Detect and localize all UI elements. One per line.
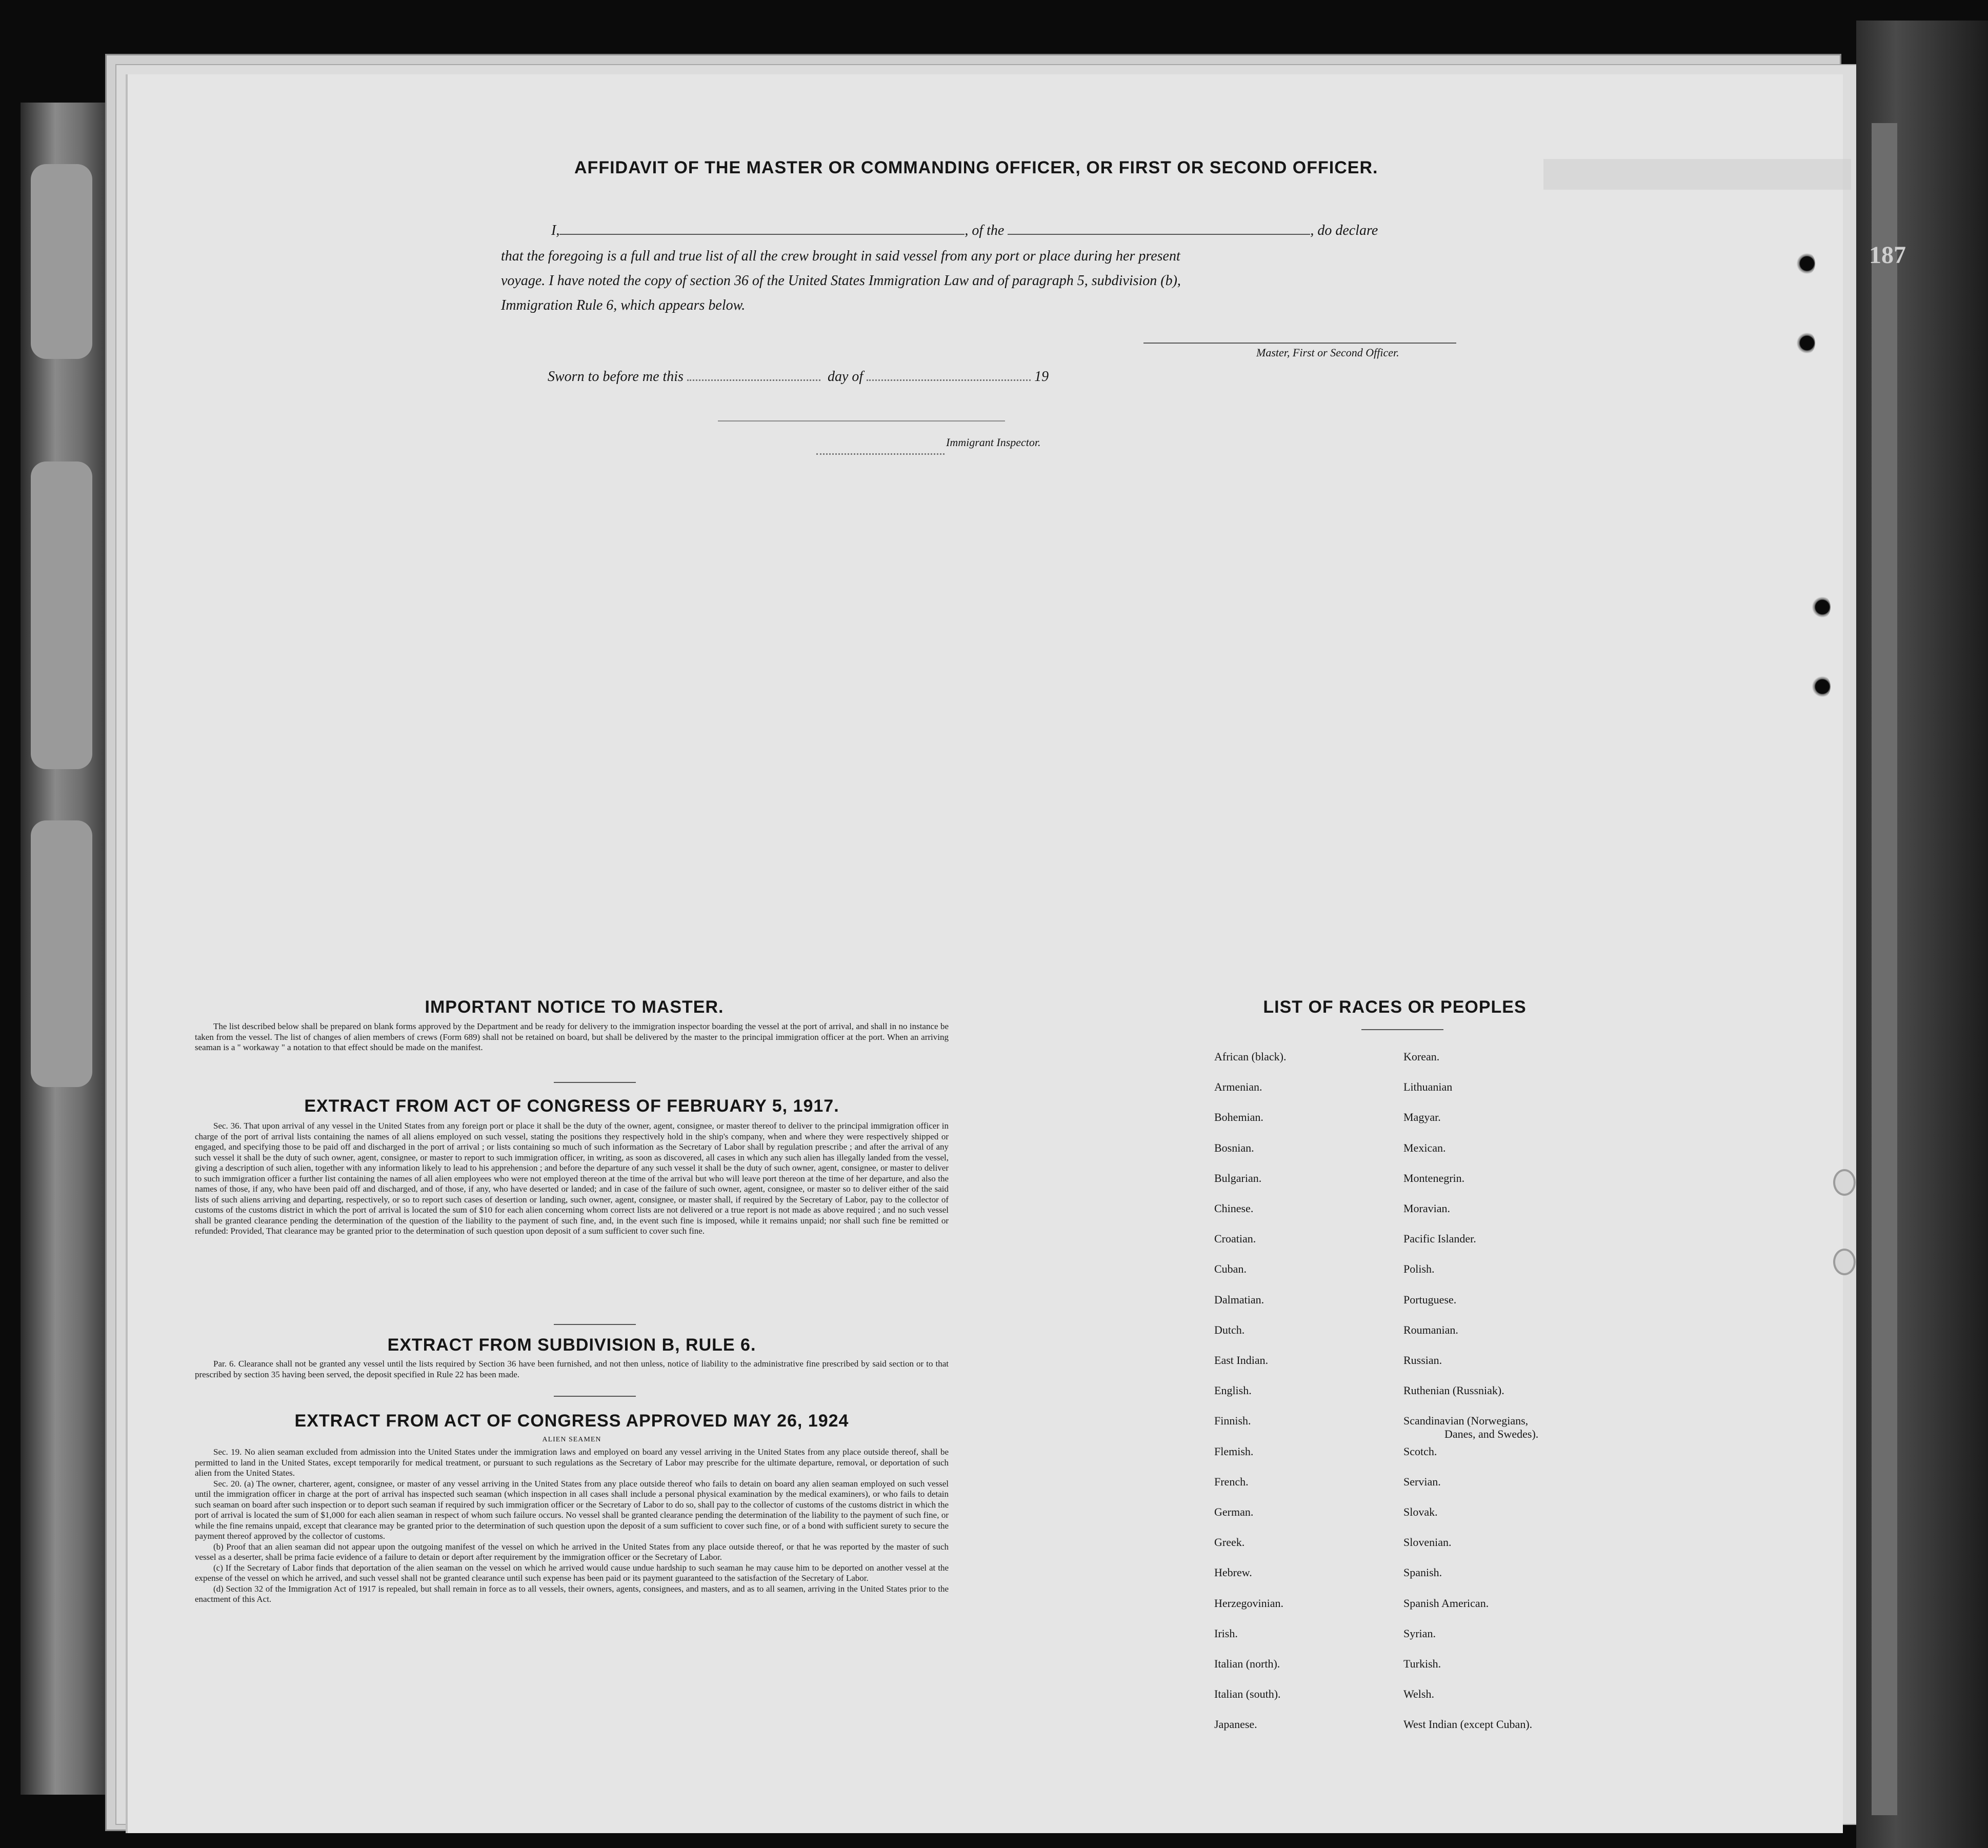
race-item: Turkish. <box>1403 1657 1441 1670</box>
act-1924-para: (c) If the Secretary of Labor finds that deportation of the alien seaman on the vessel on which he arrived would cause undue hardship to such seaman he may cause him to be deported on another vessel at the expense of the vessel on which he arrived, and such vessel shall not be granted clearance until such expense has been paid or its payment guaranteed to the satisfaction of the Secretary of Labor. <box>195 1562 949 1583</box>
race-item: German. <box>1214 1505 1254 1518</box>
act-1924-para: (b) Proof that an alien seaman did not appear upon the outgoing manifest of the vessel on which he arrived in the United States from any place outside thereof, or that he was reported by the master of such vessel as a deserter, shall be prima facie evidence of a failure to detain or deport after requirement by the immigration officer or the Secretary of Labor. <box>195 1541 949 1562</box>
race-item: Portuguese. <box>1403 1293 1457 1306</box>
race-item: Finnish. <box>1214 1414 1251 1428</box>
race-item: Pacific Islander. <box>1403 1232 1476 1246</box>
binder-ring <box>1833 1249 1856 1275</box>
race-item: Servian. <box>1403 1475 1441 1488</box>
day-of-label: day of <box>827 369 864 385</box>
race-item: Korean. <box>1403 1050 1440 1063</box>
inspector-upper-line <box>718 420 1005 421</box>
act-1917-body <box>195 1121 949 1237</box>
notice-title: IMPORTANT NOTICE TO MASTER. <box>425 997 724 1017</box>
race-item: Spanish. <box>1403 1566 1442 1579</box>
race-item: Spanish American. <box>1403 1596 1489 1610</box>
rule6-title: EXTRACT FROM SUBDIVISION B, RULE 6. <box>387 1335 756 1355</box>
signature-line <box>1143 343 1456 344</box>
race-item: Irish. <box>1214 1626 1238 1640</box>
notice-text: The list described below shall be prepared on blank forms approved by the Department and be ready for delivery to the immigration inspector boarding the vessel at the port of arrival, and shall in no instance be taken from the vessel. The list of changes of alien members of crews (Form 689) shall not be retained on board, but shall be delivered by the master to the principal immigration officer at the port. When an arriving seaman is a " workaway " a notation to that effect should be made on the manifest. <box>195 1021 949 1052</box>
race-item: Ruthenian (Russniak). <box>1403 1384 1504 1397</box>
race-item: Italian (south). <box>1214 1688 1281 1701</box>
act-1924-para: Sec. 20. (a) The owner, charterer, agent, consignee, or master of any vessel arriving in the United States from any place outside thereof who fails to detain on board any alien seaman employed on such vessel until the immigration officer in charge at the port of arrival has inspected such seaman (which inspection in all cases shall include a personal physical examination by the medical examiners), or who fails to detain such seaman on board after such inspection or to deport such seaman if required by such immigration officer or the Secretary of Labor to do so, shall pay to the collector of customs of the customs district in which the port of arrival is located the sum of $1,000 for each alien seaman in respect of whom such failure occurs. No vessel shall be granted clearance pending the determination of the liability to the payment of such fine, or while the fine remains unpaid, except that clearance may be granted prior to the determination of such question upon the deposit of a sum sufficient to cover such fine, or of a bond with sufficient surety to secure the payment thereof approved by the collector of customs. <box>195 1478 949 1541</box>
punch-hole <box>1795 251 1815 276</box>
year-prefix: 19 <box>1034 369 1049 385</box>
race-item: English. <box>1214 1384 1252 1397</box>
affidavit-line-1 <box>551 222 1378 239</box>
affidavit-line-2: that the foregoing is a full and true list of all the crew brought in said vessel from any port or place during her present <box>501 248 1180 264</box>
affidavit-of-the: , of the <box>965 223 1005 238</box>
race-item-continuation: Danes, and Swedes). <box>1444 1428 1539 1441</box>
race-item: Polish. <box>1403 1262 1435 1276</box>
divider <box>554 1396 636 1397</box>
race-item: Greek. <box>1214 1536 1245 1549</box>
race-item: Hebrew. <box>1214 1566 1252 1579</box>
inspector-blank <box>816 442 945 455</box>
race-item: Bulgarian. <box>1214 1171 1262 1184</box>
notice-body <box>195 1021 949 1053</box>
race-item: Scandinavian (Norwegians, <box>1403 1414 1529 1428</box>
act-1917-title: EXTRACT FROM ACT OF CONGRESS OF FEBRUARY 5, 1917. <box>304 1096 839 1116</box>
act-1924-subtitle: ALIEN SEAMEN <box>542 1436 601 1443</box>
divider <box>554 1082 636 1083</box>
race-item: French. <box>1214 1475 1249 1488</box>
race-item: Syrian. <box>1403 1626 1436 1640</box>
inspector-caption: Immigrant Inspector. <box>946 436 1041 449</box>
punch-hole <box>1810 674 1831 699</box>
race-item: Italian (north). <box>1214 1657 1280 1670</box>
affidavit-do-declare: , do declare <box>1310 223 1378 238</box>
race-item: Magyar. <box>1403 1111 1441 1124</box>
race-item: West Indian (except Cuban). <box>1403 1718 1533 1731</box>
race-item: Slovak. <box>1403 1505 1438 1518</box>
page-number: 187 <box>1869 242 1906 269</box>
affidavit-title: AFFIDAVIT OF THE MASTER OR COMMANDING OFFICER, OR FIRST OR SECOND OFFICER. <box>574 158 1378 177</box>
binder-ring <box>1833 1169 1856 1196</box>
affidavit-line-3: voyage. I have noted the copy of section 36 of the United States Immigration Law and of paragraph 5, subdivision (b), <box>501 273 1181 289</box>
punch-hole <box>1810 595 1831 619</box>
race-item: Montenegrin. <box>1403 1171 1465 1184</box>
race-item: Dalmatian. <box>1214 1293 1264 1306</box>
act-1924-body <box>195 1447 949 1605</box>
race-item: Flemish. <box>1214 1444 1254 1458</box>
month-blank <box>867 368 1031 381</box>
bleed-through-heading <box>1543 159 1851 190</box>
rule6-body <box>195 1359 949 1380</box>
race-item: Cuban. <box>1214 1262 1247 1276</box>
race-item: Herzegovinian. <box>1214 1596 1283 1610</box>
race-item: Slovenian. <box>1403 1536 1452 1549</box>
races-title: LIST OF RACES OR PEOPLES <box>1263 997 1527 1017</box>
act-1924-para: (d) Section 32 of the Immigration Act of 1917 is repealed, but shall remain in force as to all vessels, their owners, agents, consignees, and masters, and as to all seamen, arriving in the United States prior to the enactment of this Act. <box>195 1583 949 1604</box>
race-item: Lithuanian <box>1403 1080 1453 1094</box>
race-item: Armenian. <box>1214 1080 1262 1094</box>
signature-caption: Master, First or Second Officer. <box>1256 346 1399 359</box>
race-item: Scotch. <box>1403 1444 1437 1458</box>
act-1924-title: EXTRACT FROM ACT OF CONGRESS APPROVED MAY 26, 1924 <box>294 1411 849 1431</box>
name-blank <box>559 222 965 235</box>
race-item: Bosnian. <box>1214 1141 1254 1154</box>
rule6-text: Par. 6. Clearance shall not be granted any vessel until the lists required by Section 36 have been furnished, and not then unless, notice of liability to the administrative fine prescribed by said section or to that prescribed by section 35 having been served, the deposit specified in Rule 22 has been made. <box>195 1359 949 1379</box>
race-item: Japanese. <box>1214 1718 1257 1731</box>
affidavit-i-label: I, <box>551 223 560 238</box>
scanner-left-edge <box>21 103 108 1795</box>
day-blank <box>687 368 820 381</box>
sworn-label: Sworn to before me this <box>548 369 684 385</box>
act-1917-text: Sec. 36. That upon arrival of any vessel in the United States from any foreign port or place it shall be the duty of the owner, agent, consignee, or master thereof to deliver to the principal immigration officer in charge of the port of arrival lists containing the names of all aliens employed on such vessel, stating the positions they respectively hold in the ship's company, when and where they were respectively shipped or engaged, and specifying those to be paid off and discharged in the port of arrival ; or lists containing so much of such information as the Secretary of Labor shall by regulation prescribe ; and after the arrival of any such vessel it shall be the duty of such owner, agent, consignee, or master to report to such immigration officer, in writing, as soon as discovered, all cases in which any such alien has illegally landed from the vessel, giving a description of such alien, together with any information likely to lead to his apprehension ; and before the departure of any such vessel it shall be the duty of such owner, agent, consignee, or master to deliver to such immigration officer a further list containing the names of all alien employees who were not employed thereon at the time of the arrival but who will leave port thereon at the time of her departure, and also the names of those, if any, who have been paid off and discharged, and of those, if any, who have deserted or landed; and in case of the failure of such owner, agent, consignee, or master so to deliver either of the said lists of such aliens arriving and departing, respectively, or so to report such cases of desertion or landing, such owner, agent, consignee, or master shall, if required by the Secretary of Labor, pay to the collector of customs of the customs district in which the port of arrival is located the sum of $10 for each alien concerning whom correct lists are not delivered or a true report is not made as above required ; and no such vessel shall be granted clearance pending the determination of the question of the liability to the payment of such fine, and, in the event such fine is imposed, while it remains unpaid; nor shall such fine be remitted or refunded: Provided, That clearance may be granted prior to the determination of such question upon deposit of a sum sufficient to cover such fine. <box>195 1121 949 1236</box>
race-item: East Indian. <box>1214 1354 1269 1367</box>
race-item: African (black). <box>1214 1050 1287 1063</box>
inspector-line <box>816 442 945 457</box>
act-1924-para: Sec. 19. No alien seaman excluded from admission into the United States under the immigration laws and employed on board any vessel arriving in the United States from any place outside thereof, shall be permitted to land in the United States, except temporarily for medical treatment, or pursuant to such regulations as the Secretary of Labor may prescribe for the ultimate departure, removal, or deportation of such alien from the United States. <box>195 1447 949 1478</box>
race-item: Bohemian. <box>1214 1111 1263 1124</box>
divider <box>1361 1029 1443 1030</box>
race-item: Russian. <box>1403 1354 1442 1367</box>
race-item: Mexican. <box>1403 1141 1446 1154</box>
race-item: Welsh. <box>1403 1688 1434 1701</box>
race-item: Dutch. <box>1214 1323 1245 1336</box>
race-item: Moravian. <box>1403 1202 1451 1215</box>
sworn-line <box>548 368 1049 385</box>
punch-hole <box>1795 331 1815 355</box>
scanner-right-edge <box>1856 21 1988 1848</box>
race-item: Roumanian. <box>1403 1323 1458 1336</box>
vessel-blank <box>1008 222 1310 235</box>
affidavit-line-4: Immigration Rule 6, which appears below. <box>501 297 746 313</box>
race-item: Croatian. <box>1214 1232 1256 1246</box>
divider <box>554 1324 636 1325</box>
race-item: Chinese. <box>1214 1202 1254 1215</box>
